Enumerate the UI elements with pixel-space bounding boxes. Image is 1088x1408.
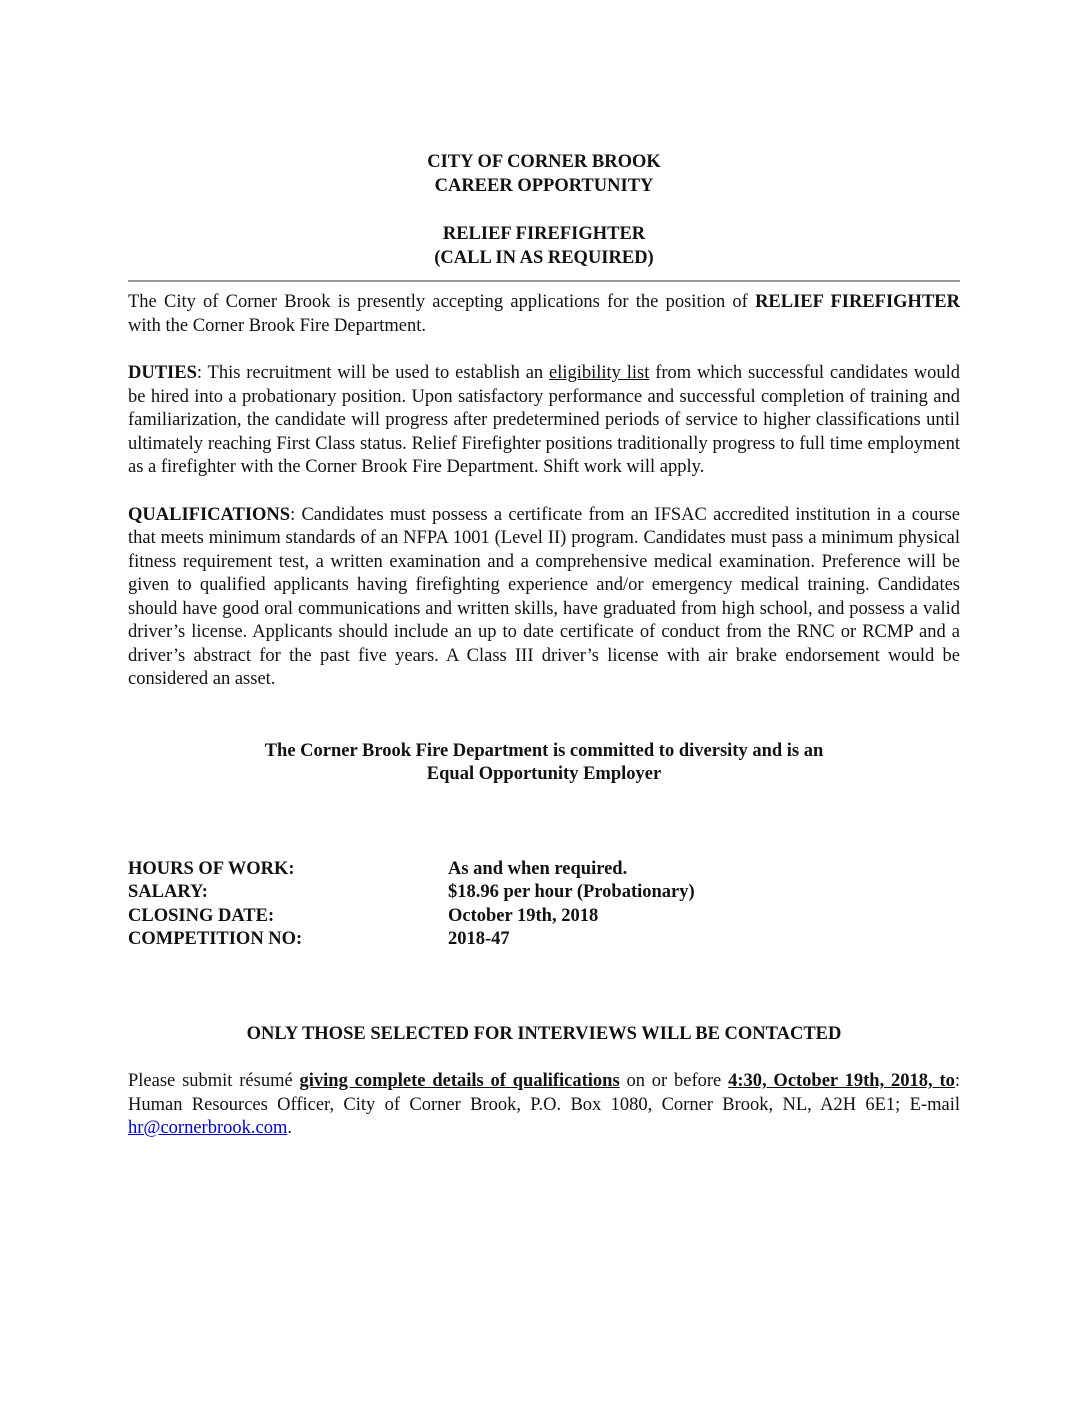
intro-text: The City of Corner Brook is presently accepting applications for the position of	[128, 292, 756, 313]
duties-paragraph	[128, 362, 960, 480]
submit-text-mid: on or before	[619, 1071, 729, 1092]
qualifications-text: : Candidates must possess a certificate from an IFSAC accredited institution in a course that meets minimum standards of an NFPA 1001 (Level II) program. Candidates must pass a minimum physical fitness requirement test, a written examination and a comprehensive medical examination. Preference will be given to qualified applicants having firefighting experience and/or emergency medical training. Candidates should have good oral communications and written skills, have graduated from high school, and possess a valid driver’s license. Applicants should include an up to date certificate of conduct from the RNC or RCMP and a driver’s abstract for the past five years. A Class III driver’s license with air brake endorsement would be considered an asset.	[128, 504, 960, 690]
duties-text-end: from which successful candidates would be hired into a probationary position. Upon satisfactory performance and successful completion of training and familiarization, the candidate will progress after predetermined periods of service to higher classifications until ultimately reaching First Class status. Relief Firefighter positions traditionally progress to full time employment as a firefighter with the Corner Brook Fire Department. Shift work will apply.	[128, 363, 961, 478]
hours-label: HOURS OF WORK:	[128, 858, 295, 879]
competition-no-value: 2018-47	[448, 929, 510, 950]
intro-position: RELIEF FIREFIGHTER	[755, 292, 960, 313]
diversity-statement	[128, 740, 960, 787]
employment-terms	[128, 858, 960, 952]
salary-label: SALARY:	[128, 882, 208, 903]
intro-paragraph	[128, 291, 960, 338]
diversity-line-2: Equal Opportunity Employer	[426, 764, 662, 785]
qualifications-label: QUALIFICATIONS	[128, 504, 291, 525]
closing-date-label: CLOSING DATE:	[128, 905, 275, 926]
header-divider	[128, 280, 960, 282]
posting-type: CAREER OPPORTUNITY	[434, 176, 654, 196]
org-name: CITY OF CORNER BROOK	[427, 152, 661, 172]
competition-no-label: COMPETITION NO:	[128, 929, 303, 950]
submit-end: .	[287, 1118, 292, 1139]
position-subtitle: (CALL IN AS REQUIRED)	[434, 248, 654, 268]
interview-notice: ONLY THOSE SELECTED FOR INTERVIEWS WILL BE CONTACTED	[246, 1023, 842, 1044]
submit-text: Please submit résumé	[128, 1071, 300, 1092]
diversity-line-1: The Corner Brook Fire Department is committed to diversity and is an	[264, 740, 824, 761]
email-link[interactable]: hr@cornerbrook.com	[128, 1118, 288, 1139]
eligibility-list-text: eligibility list	[548, 363, 650, 384]
submit-emphasis: giving complete details of qualifications	[299, 1071, 620, 1092]
duties-label: DUTIES	[128, 363, 197, 384]
closing-date-value: October 19th, 2018	[448, 905, 599, 926]
job-posting-page	[128, 150, 960, 1141]
hours-value: As and when required.	[448, 858, 628, 879]
salary-value: $18.96 per hour (Probationary)	[448, 882, 695, 903]
submit-deadline: 4:30, October 19th, 2018, to	[728, 1071, 955, 1092]
qualifications-paragraph	[128, 504, 960, 692]
submit-address: : Human Resources Officer, City of Corner Brook, P.O. Box 1080, Corner Brook, NL, A2H 6E1; E-mail	[128, 1071, 960, 1115]
position-title: RELIEF FIREFIGHTER	[442, 224, 646, 244]
posting-header	[128, 150, 960, 270]
submission-instructions	[128, 1070, 960, 1141]
duties-text: : This recruitment will be used to establish an	[196, 363, 549, 384]
intro-text-end: with the Corner Brook Fire Department.	[128, 315, 426, 336]
